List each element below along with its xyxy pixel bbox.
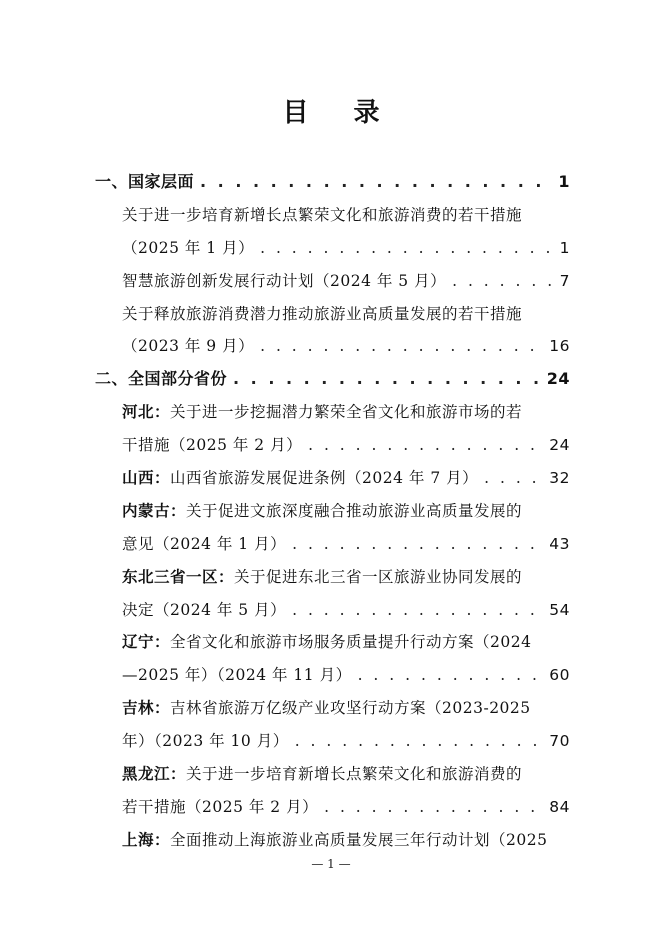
entry-date: （2023 年 9 月） xyxy=(122,337,255,356)
entry-title: 关于进一步培育新增长点繁荣文化和旅游消费的若干措施 xyxy=(122,205,523,224)
entry-title: 全面推动上海旅游业高质量发展三年行动计划（2025 xyxy=(170,830,548,849)
page-number: 32 xyxy=(549,469,570,488)
entry-title: 关于进一步挖掘潜力繁荣全省文化和旅游市场的若 xyxy=(170,403,523,422)
entry-title: 关于进一步培育新增长点繁荣文化和旅游消费的 xyxy=(186,765,523,784)
page-number: 1 xyxy=(559,238,570,257)
entry-title: 吉林省旅游万亿级产业攻坚行动方案（2023-2025 xyxy=(170,699,531,718)
entry-date: （2025 年 1 月） xyxy=(122,238,255,257)
toc-entry-continuation[interactable] xyxy=(95,594,570,627)
toc-entry[interactable] xyxy=(95,758,570,791)
toc-entry[interactable] xyxy=(95,462,570,495)
region-label: 上海： xyxy=(122,830,171,849)
toc-entry[interactable] xyxy=(95,692,570,725)
toc-section-heading[interactable] xyxy=(95,166,570,199)
page-number: 60 xyxy=(549,666,570,685)
dot-leader xyxy=(260,232,554,265)
toc-entry-continuation[interactable] xyxy=(95,330,570,363)
toc-entry-continuation[interactable] xyxy=(95,232,570,265)
section-title: 全国部分省份 xyxy=(128,369,228,389)
region-label: 黑龙江： xyxy=(122,765,187,784)
toc-entry[interactable] xyxy=(95,495,570,528)
region-label: 辽宁： xyxy=(122,633,171,652)
toc-entry-continuation[interactable] xyxy=(95,659,570,692)
toc-entry-continuation[interactable] xyxy=(95,725,570,758)
toc-entry[interactable] xyxy=(95,265,570,298)
toc-section-heading[interactable] xyxy=(95,363,570,396)
dot-leader xyxy=(452,265,554,298)
toc-entry-continuation[interactable] xyxy=(95,791,570,824)
page-number: 1 xyxy=(558,172,570,191)
page-number: 16 xyxy=(549,337,570,356)
toc-entry[interactable] xyxy=(95,824,570,857)
entry-date: 决定（2024 年 5 月） xyxy=(122,600,287,619)
entry-title: 关于促进文旅深度融合推动旅游业高质量发展的 xyxy=(186,501,523,520)
page-number: 24 xyxy=(549,436,570,455)
entry-title: 关于释放旅游消费潜力推动旅游业高质量发展的若干措施 xyxy=(122,304,523,323)
toc-entry[interactable] xyxy=(95,298,570,331)
dot-leader xyxy=(324,791,543,824)
dot-leader xyxy=(358,659,544,692)
section-number: 一、 xyxy=(95,172,129,191)
page-number: 84 xyxy=(549,797,570,816)
page-number: 54 xyxy=(549,600,570,619)
table-of-contents xyxy=(95,166,570,857)
toc-entry-continuation[interactable] xyxy=(95,429,570,462)
page-number: 70 xyxy=(549,732,570,751)
entry-date: 干措施（2025 年 2 月） xyxy=(122,436,303,455)
page-number: 7 xyxy=(559,271,570,290)
region-label: 河北： xyxy=(122,403,171,422)
entry-title: 智慧旅游创新发展行动计划（2024 年 5 月） xyxy=(122,271,447,290)
toc-entry[interactable] xyxy=(95,561,570,594)
dot-leader xyxy=(233,363,541,396)
entry-date: 年）（2023 年 10 月） xyxy=(122,732,289,751)
region-label: 山西： xyxy=(122,469,171,488)
entry-date: 若干措施（2025 年 2 月） xyxy=(122,797,319,816)
toc-entry-continuation[interactable] xyxy=(95,528,570,561)
region-label: 内蒙古： xyxy=(122,501,187,520)
dot-leader xyxy=(260,330,543,363)
entry-title: 山西省旅游发展促进条例（2024 年 7 月） xyxy=(170,469,479,488)
entry-title: 全省文化和旅游市场服务质量提升行动方案（2024 xyxy=(170,633,532,652)
page-number: 43 xyxy=(549,534,570,553)
section-number: 二、 xyxy=(95,369,129,389)
dot-leader xyxy=(295,725,544,758)
page-number: 24 xyxy=(546,369,570,389)
toc-title: 目 录 xyxy=(282,98,398,128)
region-label: 东北三省一区： xyxy=(122,567,235,586)
dot-leader xyxy=(484,462,543,495)
toc-entry[interactable] xyxy=(95,199,570,232)
dot-leader xyxy=(308,429,543,462)
toc-entry[interactable] xyxy=(95,396,570,429)
entry-title: 关于促进东北三省一区旅游业协同发展的 xyxy=(234,567,523,586)
region-label: 吉林： xyxy=(122,699,171,718)
dot-leader xyxy=(292,594,543,627)
dot-leader xyxy=(200,166,552,199)
dot-leader xyxy=(292,528,543,561)
page-footer-number: — 1 — xyxy=(311,857,351,871)
entry-date: 意见（2024 年 1 月） xyxy=(122,534,287,553)
entry-date: —2025 年）（2024 年 11 月） xyxy=(122,666,352,685)
section-title: 国家层面 xyxy=(128,172,195,191)
toc-entry[interactable] xyxy=(95,626,570,659)
